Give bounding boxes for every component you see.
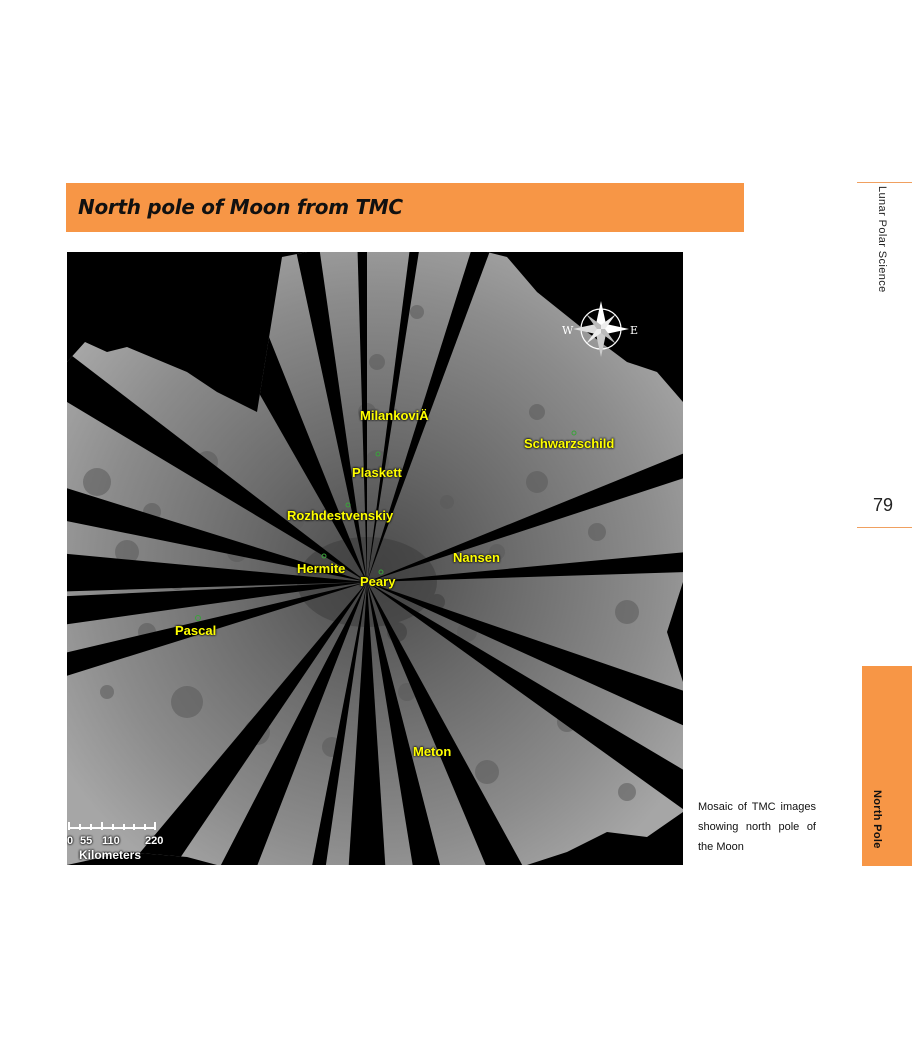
compass-east-label: E [630,324,639,337]
side-divider-top [857,182,912,183]
figure-caption: Mosaic of TMC images showing north pole of the Moon [698,801,816,853]
crater-label-milankovic: MilankoviÄ [360,408,429,423]
compass-west-label: W [562,324,574,337]
page-title: North pole of Moon from TMC [78,195,403,219]
crater-label-schwarzschild: Schwarzschild [524,436,615,451]
section-tab-label: North Pole [871,790,883,849]
crater-label-peary: Peary [360,574,396,589]
title-bar [66,183,744,232]
crater-label-pascal: Pascal [175,623,217,638]
running-title: Lunar Polar Science [876,186,888,293]
crater-label-hermite: Hermite [297,561,346,576]
page-number: 79 [872,495,894,515]
scale-tick-0: 0 [67,835,74,847]
crater-label-meton: Meton [413,744,452,759]
scale-tick-110: 110 [102,835,120,847]
scale-unit: Kilometers [79,848,142,862]
crater-label-nansen: Nansen [453,550,500,565]
crater-label-rozhdestvenskiy: Rozhdestvenskiy [287,508,394,523]
side-divider-mid [857,527,912,528]
scale-tick-220: 220 [145,835,164,847]
scale-tick-55: 55 [80,835,93,847]
lunar-north-pole-mosaic [67,252,683,865]
mosaic-image [67,252,683,865]
crater-label-plaskett: Plaskett [352,465,402,480]
